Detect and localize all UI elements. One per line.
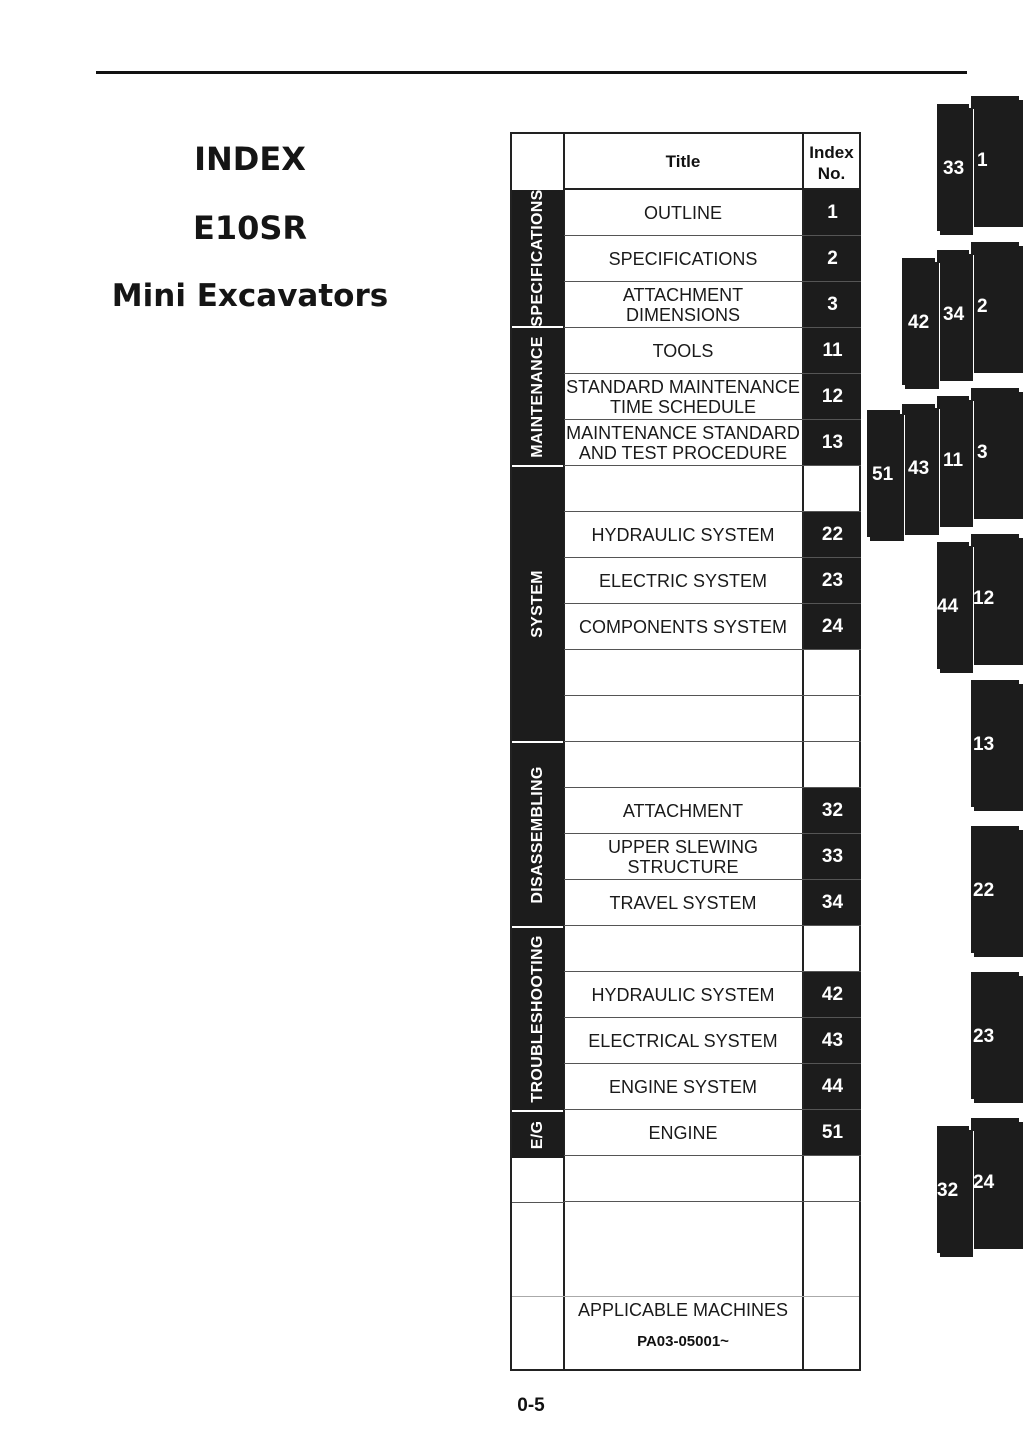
row-title: [564, 926, 802, 971]
index-tab-23[interactable]: 23: [970, 972, 1019, 1099]
index-tab-13[interactable]: 13: [970, 680, 1019, 807]
row-title: TRAVEL SYSTEM: [609, 892, 757, 913]
index-tab-12[interactable]: 12: [970, 534, 1019, 661]
index-tab-43[interactable]: 43: [901, 404, 935, 531]
row-title: ENGINE: [648, 1122, 718, 1143]
row-index-number[interactable]: 24: [804, 604, 861, 649]
table-row[interactable]: [564, 1064, 861, 1110]
table-row[interactable]: [564, 604, 861, 650]
index-tab-33[interactable]: 33: [936, 104, 969, 231]
index-tab-1[interactable]: 1: [970, 96, 1019, 223]
table-row[interactable]: [564, 788, 861, 834]
row-index-number[interactable]: 2: [804, 236, 861, 281]
row-index-number[interactable]: 23: [804, 558, 861, 603]
index-tab-51[interactable]: 51: [866, 410, 900, 537]
section-disassembling[interactable]: DISASSEMBLING: [512, 743, 564, 926]
row-title: [564, 742, 802, 787]
header-index-no: Index No.: [809, 143, 854, 183]
index-tab-2[interactable]: 2: [970, 242, 1019, 369]
row-title: [564, 466, 802, 511]
row-index-number[interactable]: 43: [804, 1018, 861, 1063]
row-index-number: [804, 742, 861, 787]
table-row: [564, 1156, 861, 1202]
row-index-number[interactable]: 22: [804, 512, 861, 557]
index-tab-3[interactable]: 3: [970, 388, 1019, 515]
row-index-number: [804, 696, 861, 741]
row-title: ELECTRIC SYSTEM: [598, 570, 768, 591]
row-title: MAINTENANCE STANDARD AND TEST PROCEDURE: [566, 422, 800, 463]
section-maintenance[interactable]: MAINTENANCE: [512, 328, 564, 465]
row-index-number[interactable]: 1: [804, 190, 861, 235]
row-index-number[interactable]: 3: [804, 282, 861, 327]
table-row[interactable]: [564, 512, 861, 558]
index-table: [510, 132, 861, 1371]
index-tab-24[interactable]: 24: [970, 1118, 1019, 1245]
section-eg[interactable]: E/G: [512, 1112, 564, 1158]
table-row: [564, 466, 861, 512]
table-row: [564, 742, 861, 788]
row-index-number[interactable]: 11: [804, 328, 861, 373]
row-title: HYDRAULIC SYSTEM: [591, 984, 775, 1005]
row-title: TOOLS: [652, 340, 714, 361]
table-row[interactable]: [564, 328, 861, 374]
row-index-number: [804, 650, 861, 695]
row-title: OUTLINE: [643, 202, 722, 223]
product-heading: Mini Excavators: [111, 278, 389, 314]
row-index-number: [804, 926, 861, 971]
row-index-number[interactable]: 32: [804, 788, 861, 833]
table-row[interactable]: [564, 558, 861, 604]
row-title: HYDRAULIC SYSTEM: [591, 524, 775, 545]
table-row[interactable]: [564, 834, 861, 880]
applicable-divider: [512, 1296, 859, 1297]
row-index-number: [804, 1156, 861, 1201]
table-row[interactable]: [564, 236, 861, 282]
model-heading: E10SR: [192, 209, 308, 247]
page-number: 0-5: [517, 1395, 545, 1416]
row-index-number[interactable]: 13: [804, 420, 861, 465]
index-tab-42[interactable]: 42: [901, 258, 935, 385]
row-index-number[interactable]: 34: [804, 880, 861, 925]
table-row[interactable]: [564, 880, 861, 926]
row-title: ATTACHMENT DIMENSIONS: [622, 284, 744, 325]
row-title: ENGINE SYSTEM: [608, 1076, 758, 1097]
table-row[interactable]: [564, 190, 861, 236]
header-title: Title: [665, 152, 701, 171]
row-title: COMPONENTS SYSTEM: [578, 616, 788, 637]
row-title: [564, 696, 802, 741]
row-index-number[interactable]: 44: [804, 1064, 861, 1109]
index-tab-11[interactable]: 11: [936, 396, 969, 523]
row-index-number: [804, 466, 861, 511]
section-system[interactable]: SYSTEM: [512, 467, 564, 741]
row-title: SPECIFICATIONS: [608, 248, 758, 269]
row-title: UPPER SLEWING STRUCTURE: [607, 836, 759, 877]
table-row: [564, 926, 861, 972]
table-row: [564, 650, 861, 696]
index-tab-34[interactable]: 34: [936, 250, 969, 377]
index-tab-44[interactable]: 44: [936, 542, 969, 669]
row-index-number[interactable]: 33: [804, 834, 861, 879]
row-title: ATTACHMENT: [622, 800, 744, 821]
row-title: ELECTRICAL SYSTEM: [588, 1030, 778, 1051]
index-tab-22[interactable]: 22: [970, 826, 1019, 953]
applicable-machines-model: PA03-05001~: [637, 1333, 729, 1350]
index-tab-32[interactable]: 32: [936, 1126, 969, 1253]
table-row[interactable]: [564, 282, 861, 328]
row-index-number[interactable]: 51: [804, 1110, 861, 1155]
row-index-number[interactable]: 42: [804, 972, 861, 1017]
row-title: [564, 1156, 802, 1201]
table-row: [564, 696, 861, 742]
table-row[interactable]: [564, 374, 861, 420]
table-row[interactable]: [564, 1018, 861, 1064]
table-row[interactable]: [564, 420, 861, 466]
top-rule: [96, 71, 967, 74]
row-title: STANDARD MAINTENANCE TIME SCHEDULE: [566, 376, 800, 417]
index-heading: INDEX: [194, 140, 306, 178]
section-specifications[interactable]: SPECIFICATIONS: [512, 190, 564, 326]
row-title: [564, 650, 802, 695]
row-index-number[interactable]: 12: [804, 374, 861, 419]
table-row[interactable]: [564, 1110, 861, 1156]
section-troubleshooting[interactable]: TROUBLESHOOTING: [512, 928, 564, 1110]
table-row[interactable]: [564, 972, 861, 1018]
row-divider: [512, 1202, 564, 1203]
applicable-machines-label: APPLICABLE MACHINES: [577, 1300, 789, 1320]
